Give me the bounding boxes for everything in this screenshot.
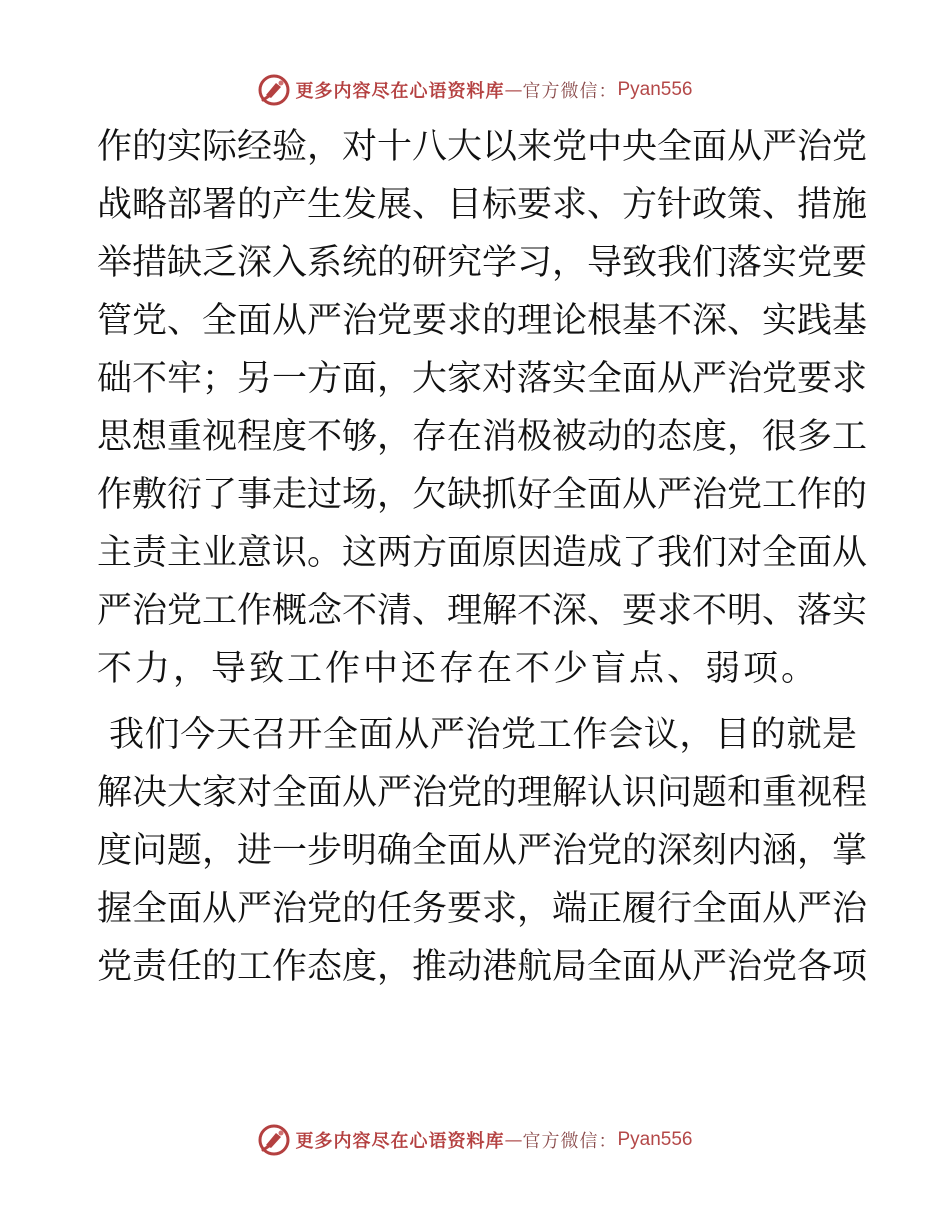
text-line: 思想重视程度不够，存在消极被动的态度，很多工 [97, 417, 868, 457]
text-line: 党责任的工作态度，推动港航局全面从严治党各项 [97, 947, 868, 987]
banner-wechat-id: Pyan556 [617, 79, 693, 100]
banner-wechat-label: 官方微信： [522, 1131, 618, 1152]
paragraph-1 [97, 118, 868, 698]
text-line: 作敷衍了事走过场，欠缺抓好全面从严治党工作的 [97, 475, 868, 515]
text-line: 解决大家对全面从严治党的理解认识问题和重视程 [97, 773, 868, 813]
text-line: 举措缺乏深入系统的研究学习，导致我们落实党要 [97, 243, 868, 283]
brand-logo-icon [257, 73, 291, 107]
footer-banner [0, 1120, 950, 1160]
header-banner [0, 70, 950, 110]
text-line: 握全面从严治党的任务要求，端正履行全面从严治 [97, 889, 868, 929]
banner-title: 更多内容尽在心语资料库 [295, 1131, 505, 1152]
text-line: 严治党工作概念不清、理解不深、要求不明、落实 [97, 591, 868, 631]
banner-title: 更多内容尽在心语资料库 [295, 81, 505, 102]
text-line: 度问题，进一步明确全面从严治党的深刻内涵，掌 [97, 831, 868, 871]
text-line: 我们今天召开全面从严治党工作会议，目的就是 [109, 715, 857, 755]
text-line: 主责主业意识。这两方面原因造成了我们对全面从 [97, 533, 868, 573]
text-line: 础不牢；另一方面，大家对落实全面从严治党要求 [97, 359, 868, 399]
text-line: 不力，导致工作中还存在不少盲点、弱项。 [97, 649, 820, 689]
banner-wechat-id: Pyan556 [617, 1129, 693, 1150]
banner-separator: — [504, 1129, 523, 1151]
document-body [97, 118, 868, 996]
brand-logo-icon [257, 1123, 291, 1157]
text-line: 战略部署的产生发展、目标要求、方针政策、措施 [97, 185, 868, 225]
banner-separator: — [504, 79, 523, 101]
paragraph-gap [97, 698, 857, 706]
text-line: 作的实际经验，对十八大以来党中央全面从严治党 [97, 127, 868, 167]
banner-wechat-label: 官方微信： [522, 81, 618, 102]
text-line: 管党、全面从严治党要求的理论根基不深、实践基 [97, 301, 868, 341]
paragraph-2 [97, 706, 868, 996]
